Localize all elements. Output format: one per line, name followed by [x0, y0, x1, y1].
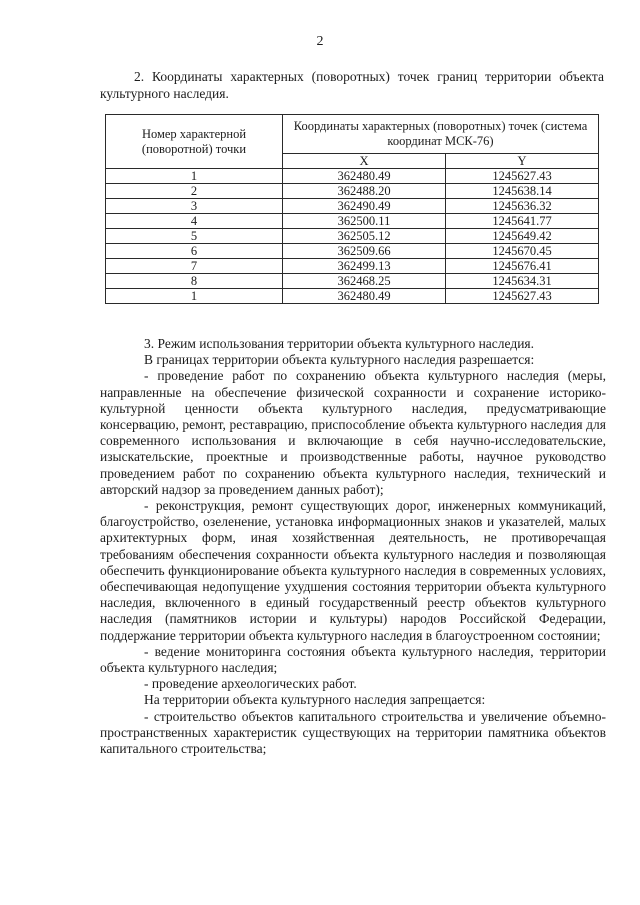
coordinates-header: Координаты характерных (поворотных) точек (система координат МСК-76) — [283, 115, 599, 154]
allowed-item: - проведение работ по сохранению объекта культурного наследия (меры, направленные на обеспечение физической сохранности и сохранение историко-культурной ценности объекта культурного наследия, предусматривающие консервацию, ремонт, реставрацию, приспособление объекта культурного наследия для современного использования и включающие в себя научно-исследовательские, изыскательские, проектные и производственные работы, научное руководство проведением работ по сохранению объекта культурного наследия, технический и авторский надзор за проведением данных работ); — [100, 368, 606, 497]
table-row — [106, 184, 599, 199]
table-header-row — [106, 115, 599, 154]
x-coordinate-cell: 362499.13 — [283, 259, 446, 274]
allowed-item: - реконструкция, ремонт существующих дорог, инженерных коммуникаций, благоустройство, озеленение, установка информационных знаков и указателей, малых архитектурных форм, иная хозяйственная деятельность, не противоречащая требованиям обеспечения сохранности объекта культурного наследия и позволяющая обеспечить функционирование объекта культурного наследия в современных условиях, обеспечивающая недопущение ухудшения состояния территории объекта культурного наследия, включенного в единый государственный реестр объектов культурного наследия (памятников истории и культуры) народов Российской Федерации, поддержание территории объекта культурного наследия в благоустроенном состоянии; — [100, 498, 606, 643]
x-coordinate-cell: 362500.11 — [283, 214, 446, 229]
x-header: X — [283, 154, 446, 169]
y-coordinate-cell: 1245636.32 — [446, 199, 599, 214]
y-coordinate-cell: 1245670.45 — [446, 244, 599, 259]
allowed-item: - ведение мониторинга состояния объекта культурного наследия, территории объекта культурного наследия; — [100, 643, 606, 676]
prohibited-intro: На территории объекта культурного наследия запрещается: — [144, 692, 486, 708]
section-2-heading: 2. Координаты характерных (поворотных) точек границ территории объекта культурного наследия. — [100, 69, 604, 101]
point-number-cell: 4 — [106, 214, 283, 229]
table-row — [106, 199, 599, 214]
table-row — [106, 169, 599, 184]
point-number-cell: 7 — [106, 259, 283, 274]
point-number-header: Номер характерной (поворотной) точки — [106, 115, 283, 169]
point-number-cell: 8 — [106, 274, 283, 289]
section-3 — [100, 336, 606, 757]
point-number-cell: 6 — [106, 244, 283, 259]
coordinates-rows — [106, 169, 599, 304]
y-coordinate-cell: 1245649.42 — [446, 229, 599, 244]
y-coordinate-cell: 1245676.41 — [446, 259, 599, 274]
y-coordinate-cell: 1245627.43 — [446, 169, 599, 184]
x-coordinate-cell: 362490.49 — [283, 199, 446, 214]
prohibited-item: - строительство объектов капитального строительства и увеличение объемно-пространственных характеристик существующих на территории памятника объектов капитального строительства; — [100, 708, 606, 757]
x-coordinate-cell: 362480.49 — [283, 169, 446, 184]
point-number-cell: 2 — [106, 184, 283, 199]
y-header: Y — [446, 154, 599, 169]
coordinates-table — [105, 114, 599, 304]
table-row — [106, 259, 599, 274]
table-row — [106, 274, 599, 289]
x-coordinate-cell: 362488.20 — [283, 184, 446, 199]
y-coordinate-cell: 1245638.14 — [446, 184, 599, 199]
x-coordinate-cell: 362480.49 — [283, 289, 446, 304]
table-row — [106, 244, 599, 259]
page-number: 2 — [316, 34, 324, 49]
point-number-cell: 3 — [106, 199, 283, 214]
point-number-cell: 5 — [106, 229, 283, 244]
y-coordinate-cell: 1245634.31 — [446, 274, 599, 289]
x-coordinate-cell: 362509.66 — [283, 244, 446, 259]
table-row — [106, 289, 599, 304]
table-row — [106, 229, 599, 244]
point-number-cell: 1 — [106, 169, 283, 184]
section-3-heading: 3. Режим использования территории объекта культурного наследия. — [144, 336, 535, 351]
x-coordinate-cell: 362468.25 — [283, 274, 446, 289]
allowed-intro: В границах территории объекта культурного наследия разрешается: — [144, 352, 535, 368]
allowed-item: - проведение археологических работ. — [144, 676, 357, 692]
y-coordinate-cell: 1245627.43 — [446, 289, 599, 304]
table-row — [106, 214, 599, 229]
point-number-cell: 1 — [106, 289, 283, 304]
x-coordinate-cell: 362505.12 — [283, 229, 446, 244]
y-coordinate-cell: 1245641.77 — [446, 214, 599, 229]
